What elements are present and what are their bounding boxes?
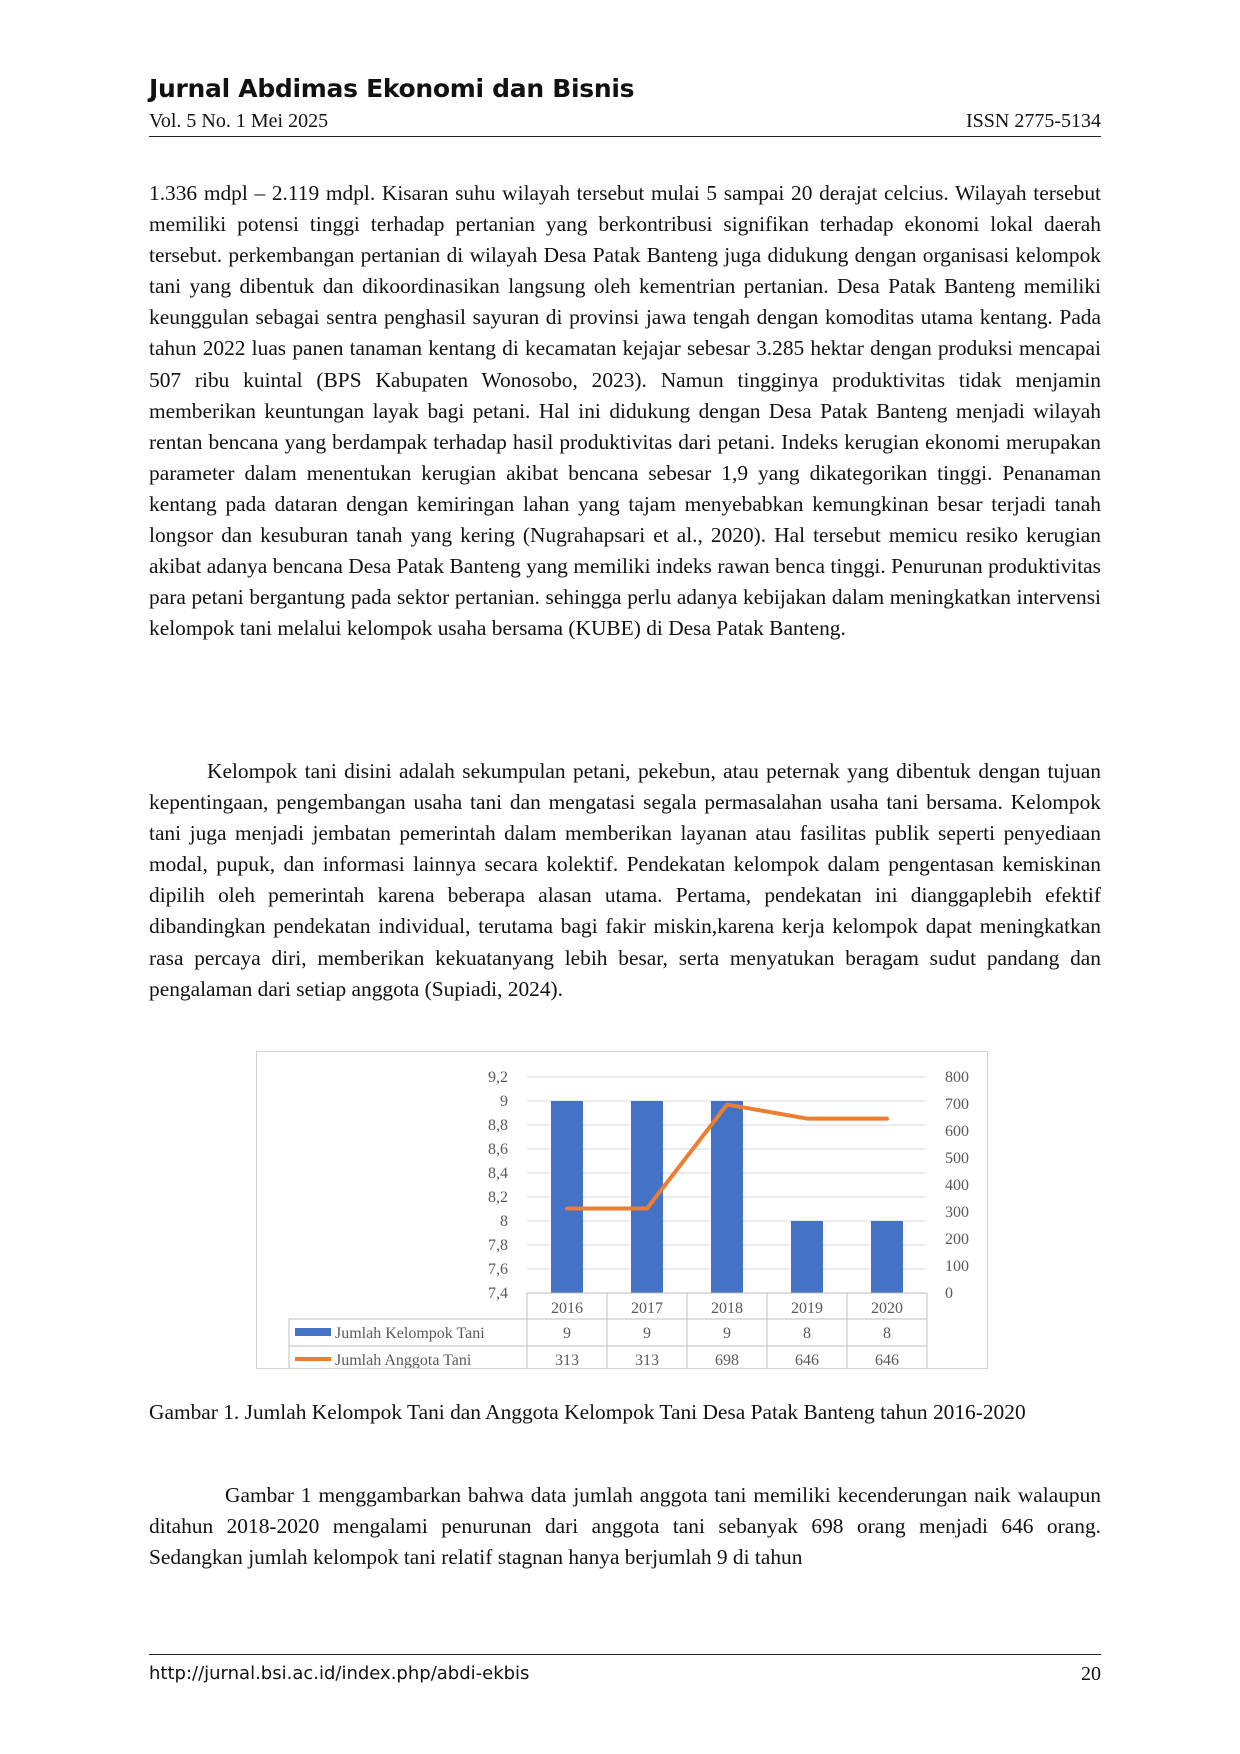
y-left-tick-label: 8,4 (488, 1165, 508, 1182)
data-label: 313 (555, 1352, 579, 1368)
line-point (566, 1207, 569, 1210)
bar (711, 1101, 743, 1293)
y-right-tick-label: 200 (945, 1231, 969, 1248)
x-tick-label: 2018 (711, 1300, 743, 1317)
data-label: 646 (795, 1352, 819, 1368)
y-right-tick-label: 400 (945, 1177, 969, 1194)
data-label: 9 (723, 1325, 731, 1342)
line-point (646, 1207, 649, 1210)
legend-label: Jumlah Anggota Tani (335, 1352, 472, 1368)
x-tick-label: 2016 (551, 1300, 583, 1317)
line-point (806, 1117, 809, 1120)
y-left-tick-label: 9,2 (488, 1069, 508, 1086)
paragraph-2: Kelompok tani disini adalah sekumpulan petani, pekebun, atau peternak yang dibentuk dengan tujuan kepentingaan, pengembangan usaha tani dan mengatasi segala permasalahan usaha tani bersama. Kelompok tani juga menjadi jembatan pemerintah dalam memberikan layanan atau fasilitas publik seperti penyediaan modal, pupuk, dan informasi lainnya secara kolektif. Pendekatan kelompok dalam pengentasan kemiskinan dipilih oleh pemerintah karena beberapa alasan utama. Pertama, pendekatan ini dianggaplebih efektif dibandingkan pendekatan individual, terutama bagi fakir miskin,karena kerja kelompok dapat meningkatkan rasa percaya diri, memberikan kekuatanyang lebih besar, serta menyatukan beragam sudut pandang dan pengalaman dari setiap anggota (Supiadi, 2024). (149, 759, 1101, 1001)
figure-caption: Gambar 1. Jumlah Kelompok Tani dan Anggota Kelompok Tani Desa Patak Banteng tahun 2016-2020 (149, 1400, 1026, 1424)
data-label: 8 (803, 1325, 811, 1342)
x-tick-label: 2020 (871, 1300, 903, 1317)
y-right-tick-label: 100 (945, 1258, 969, 1275)
bar (551, 1101, 583, 1293)
bar (871, 1221, 903, 1293)
combo-chart (257, 1052, 987, 1368)
y-right-tick-label: 700 (945, 1096, 969, 1113)
y-right-tick-label: 600 (945, 1123, 969, 1140)
y-left-tick-label: 7,8 (488, 1237, 508, 1254)
legend-label: Jumlah Kelompok Tani (335, 1325, 485, 1342)
y-left-tick-label: 9 (500, 1093, 508, 1110)
y-left-tick-label: 8,2 (488, 1189, 508, 1206)
footer-url: http://jurnal.bsi.ac.id/index.php/abdi-ekbis (149, 1663, 530, 1684)
footer-rule (149, 1654, 1101, 1655)
issn: ISSN 2775-5134 (965, 110, 1101, 132)
data-label: 8 (883, 1325, 891, 1342)
data-label: 313 (635, 1352, 659, 1368)
y-left-tick-label: 8,6 (488, 1141, 508, 1158)
y-left-tick-label: 8,8 (488, 1117, 508, 1134)
y-left-tick-label: 7,6 (488, 1261, 508, 1278)
legend-key-bar (295, 1328, 331, 1336)
volume-info: Vol. 5 No. 1 Mei 2025 (149, 110, 329, 132)
paragraph-1: 1.336 mdpl – 2.119 mdpl. Kisaran suhu wilayah tersebut mulai 5 sampai 20 derajat celcius. Wilayah tersebut memiliki potensi tinggi terhadap pertanian yang berkontribusi signifikan terhadap ekonomi lokal daerah tersebut. perkembangan pertanian di wilayah Desa Patak Banteng juga didukung dengan organisasi kelompok tani yang dibentuk dan dikoordinasikan langsung oleh kementrian pertanian. Desa Patak Banteng memiliki keunggulan sebagai sentra penghasil sayuran di provinsi jawa tengah dengan komoditas utama kentang. Pada tahun 2022 luas panen tanaman kentang di kecamatan kejajar sebesar 3.285 hektar dengan produksi mencapai 507 ribu kuintal (BPS Kabupaten Wonosobo, 2023). Namun tingginya produktivitas tidak menjamin memberikan keuntungan layak bagi petani. Hal ini didukung dengan Desa Patak Banteng menjadi wilayah rentan bencana yang berdampak terhadap hasil produktivitas dari petani. Indeks kerugian ekonomi merupakan parameter dalam menentukan kerugian akibat bencana sebesar 1,9 yang dikategorikan tinggi. Penanaman kentang pada dataran dengan kemiringan lahan yang tajam menyebabkan kemungkinan besar terjadi tanah longsor dan kesuburan tanah yang kering (Nugrahapsari et al., 2020). Hal tersebut memicu resiko kerugian akibat adanya bencana Desa Patak Banteng yang memiliki indeks rawan benca tinggi. Penurunan produktivitas para petani bergantung pada sektor pertanian. sehingga perlu adanya kebijakan dalam meningkatkan intervensi kelompok tani melalui kelompok usaha bersama (KUBE) di Desa Patak Banteng. (149, 181, 1101, 641)
figure-chart (256, 1051, 988, 1369)
data-label: 9 (563, 1325, 571, 1342)
journal-title: Jurnal Abdimas Ekonomi dan Bisnis (149, 74, 635, 103)
data-label: 9 (643, 1325, 651, 1342)
page-number: 20 (1081, 1663, 1101, 1685)
header-rule (149, 136, 1101, 137)
x-tick-label: 2017 (631, 1300, 663, 1317)
bar (791, 1221, 823, 1293)
y-left-tick-label: 8 (500, 1213, 508, 1230)
y-right-tick-label: 300 (945, 1204, 969, 1221)
line-point (726, 1103, 729, 1106)
line-point (886, 1117, 889, 1120)
y-right-tick-label: 500 (945, 1150, 969, 1167)
paragraph-3: Gambar 1 menggambarkan bahwa data jumlah anggota tani memiliki kecenderungan naik walaupun ditahun 2018-2020 mengalami penurunan dari anggota tani sebanyak 698 orang menjadi 646 orang. Sedangkan jumlah kelompok tani relatif stagnan hanya berjumlah 9 di tahun (149, 1483, 1101, 1570)
y-right-tick-label: 0 (945, 1285, 953, 1302)
data-label: 698 (715, 1352, 739, 1368)
y-left-tick-label: 7,4 (488, 1285, 508, 1302)
data-label: 646 (875, 1352, 899, 1368)
y-right-tick-label: 800 (945, 1069, 969, 1086)
x-tick-label: 2019 (791, 1300, 823, 1317)
